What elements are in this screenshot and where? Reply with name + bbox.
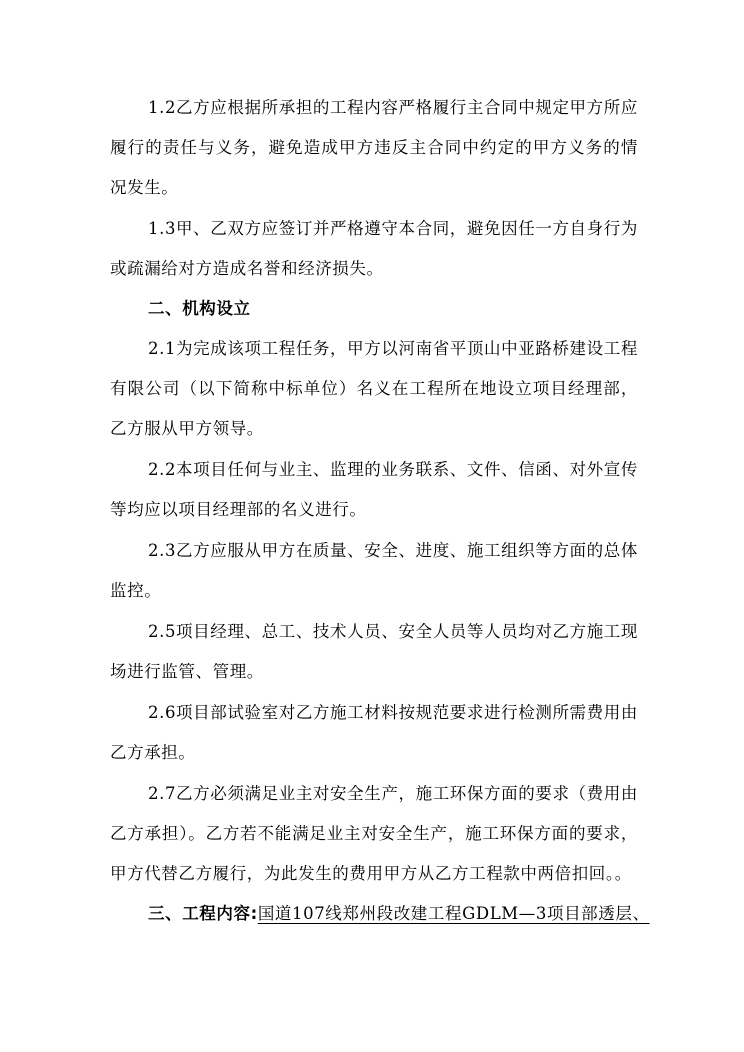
paragraph-1-2: 1.2乙方应根据所承担的工程内容严格履行主合同中规定甲方所应履行的责任与义务，避免造成甲方违反主合同中约定的甲方义务的情况发生。: [110, 98, 638, 197]
section-3-label: 三、工程内容:: [148, 904, 258, 923]
section-3-underlined-text: 国道107线郑州段改建工程GDLM—3项目部透层、: [257, 904, 650, 923]
document-body: [110, 88, 650, 934]
clause-2-7: 2.7乙方必须满足业主对安全生产，施工环保方面的要求（费用由乙方承担）。乙方若不能满足业主对安全生产，施工环保方面的要求，甲方代替乙方履行，为此发生的费用甲方从乙方工程款中两倍扣回。。: [110, 784, 638, 883]
clause-2-6: 2.6项目部试验室对乙方施工材料按规范要求进行检测所需费用由乙方承担。: [110, 703, 638, 762]
clause-2-2: 2.2本项目任何与业主、监理的业务联系、文件、信函、对外宣传等均应以项目经理部的名义进行。: [110, 460, 638, 519]
clause-2-3: 2.3乙方应服从甲方在质量、安全、进度、施工组织等方面的总体监控。: [110, 541, 638, 600]
section-heading-3: [110, 894, 650, 934]
clause-2-1: 2.1为完成该项工程任务，甲方以河南省平顶山中亚路桥建设工程有限公司（以下简称中标单位）名义在工程所在地设立项目经理部，乙方服从甲方领导。: [110, 339, 638, 438]
clause-2-5: 2.5项目经理、总工、技术人员、安全人员等人员均对乙方施工现场进行监管、管理。: [110, 622, 638, 681]
paragraph-1-3: 1.3甲、乙双方应签订并严格遵守本合同，避免因任一方自身行为或疏漏给对方造成名誉和经济损失。: [110, 219, 638, 278]
section-heading-2: 二、机构设立: [148, 299, 251, 318]
